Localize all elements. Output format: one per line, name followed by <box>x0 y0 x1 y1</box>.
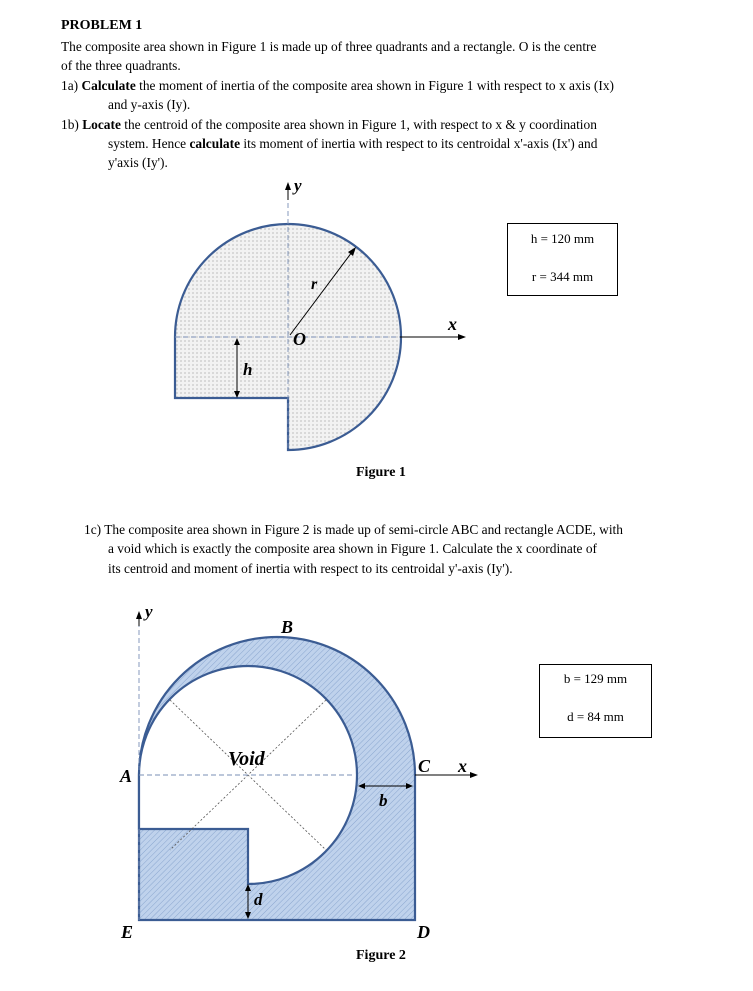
figure-1-y-label: y <box>294 176 302 195</box>
figure-2-c-point-label: C <box>418 756 431 776</box>
figure-1-x-arrow-icon <box>458 334 466 340</box>
intro-line-2: of the three quadrants. <box>61 58 181 73</box>
param-r: r = 344 mm <box>531 269 594 284</box>
question-1a-text: the moment of inertia of the composite area shown in Figure 1 with respect to x axis (Ix) <box>139 78 614 93</box>
figure-1-params-box <box>507 223 618 296</box>
question-1a-keyword: Calculate <box>81 78 136 93</box>
figure-2-caption: Figure 2 <box>356 948 406 963</box>
question-1b-line-2-keyword: calculate <box>189 136 241 151</box>
figure-2-b-point-label: B <box>281 617 294 637</box>
question-1b-tag: 1b) <box>61 117 79 132</box>
figure-2-params-box <box>539 664 652 738</box>
figure-2-void-label: Void <box>228 748 265 770</box>
figure-1-o-label: O <box>293 329 306 349</box>
figure-1-caption: Figure 1 <box>356 465 406 480</box>
figure-1-y-arrow-icon <box>285 182 291 190</box>
question-1b-line-2-post: its moment of inertia with respect to its centroidal x'-axis (Ix') and <box>243 136 598 151</box>
question-1b-line-2-pre: system. Hence <box>108 136 187 151</box>
question-1c-line-2: a void which is exactly the composite area shown in Figure 1. Calculate the x coordinate of <box>108 541 597 556</box>
question-1b-line-3: y'axis (Iy'). <box>108 155 168 170</box>
question-1b-keyword: Locate <box>82 117 121 132</box>
figure-2-d-point-label: D <box>417 922 430 942</box>
figure-2-y-label: y <box>145 602 153 621</box>
figure-1-x-label: x <box>448 314 457 334</box>
figure-2-d-dimension-label: d <box>254 890 263 909</box>
question-1a-line-2: and y-axis (Iy). <box>108 97 191 112</box>
figure-2-x-label: x <box>458 756 467 776</box>
param-b: b = 129 mm <box>563 671 628 686</box>
figure-1-h-label: h <box>243 360 253 379</box>
intro-line-1: The composite area shown in Figure 1 is made up of three quadrants and a rectangle. O is the centre <box>61 39 597 54</box>
figure-1-r-label: r <box>311 276 318 293</box>
question-1a-tag: 1a) <box>61 78 79 93</box>
problem-title: PROBLEM 1 <box>61 18 143 33</box>
question-1c-line-1: 1c) The composite area shown in Figure 2 is made up of semi-circle ABC and rectangle ACDE, with <box>84 522 623 537</box>
question-1c-line-3: its centroid and moment of inertia with respect to its centroidal y'-axis (Iy'). <box>108 561 513 576</box>
param-d: d = 84 mm <box>567 709 624 724</box>
param-h: h = 120 mm <box>530 231 595 246</box>
figure-2-e-point-label: E <box>121 922 134 942</box>
figure-2-x-arrow-icon <box>470 772 478 778</box>
figure-2-b-dimension-label: b <box>379 791 388 810</box>
figure-2-y-arrow-icon <box>136 611 142 619</box>
question-1b-text: the centroid of the composite area shown in Figure 1, with respect to x & y coordination <box>124 117 597 132</box>
figure-2-a-point-label: A <box>120 766 133 786</box>
